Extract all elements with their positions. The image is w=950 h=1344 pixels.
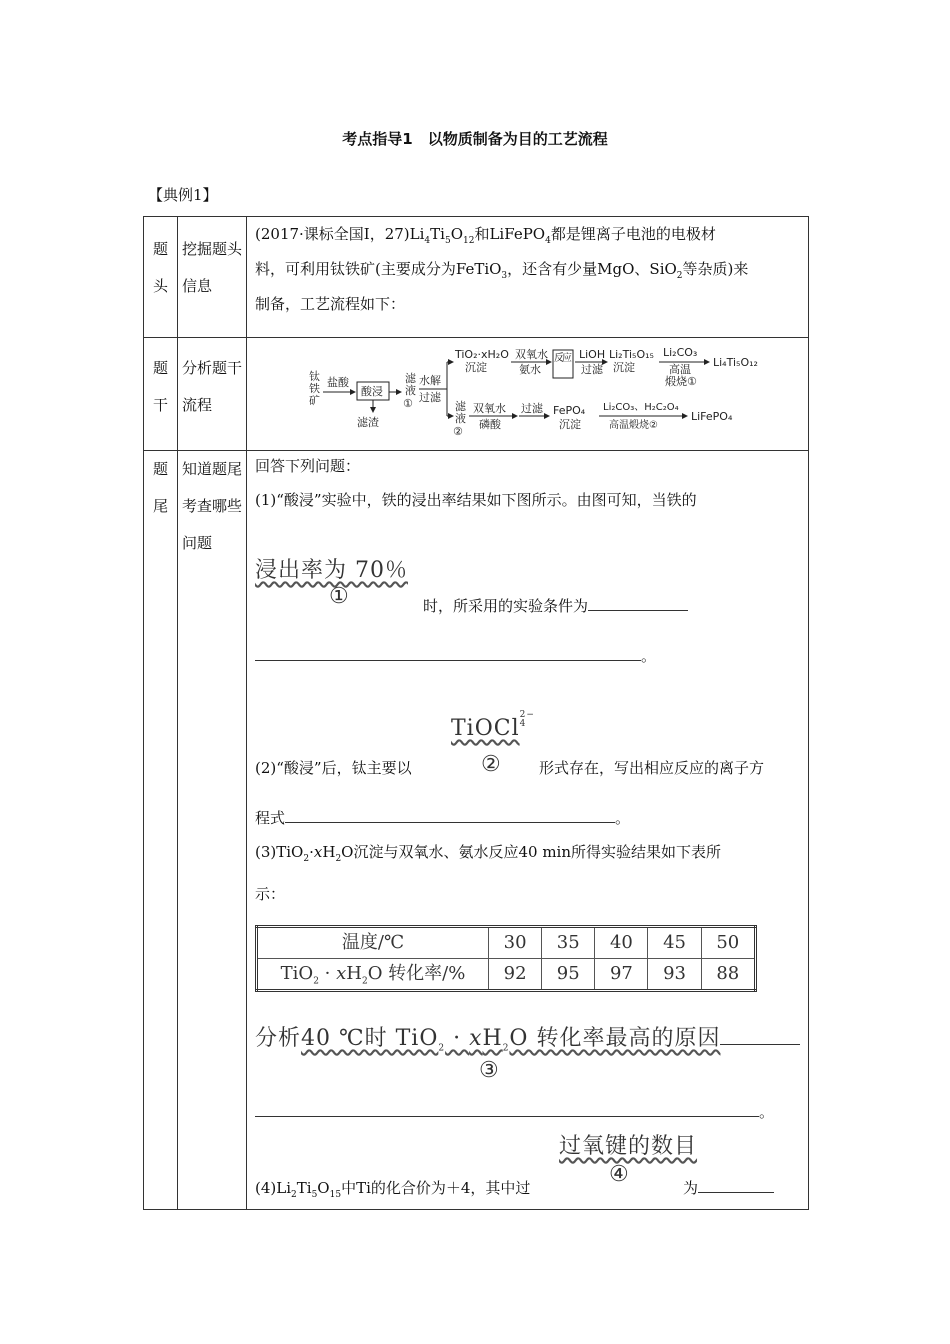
filtrate2-2: 液 [455,412,466,425]
ammonia-label: 氨水 [519,363,541,376]
table-row-header [144,217,809,338]
q3-blank-1[interactable] [720,1044,800,1045]
row-desc-flow-text: 分析题干流程 [182,359,243,414]
h2o2-2-label: 双氧水 [473,402,506,415]
q3-blank-2[interactable] [255,1116,759,1117]
table-row [257,927,756,959]
ore-2: 铁 [309,382,320,395]
q2-text-b: 形式存在，写出相应反应的离子方 [539,759,765,777]
q3-text-a [255,837,721,868]
q1-line-2 [255,641,656,672]
ore-3: 矿 [309,394,320,407]
rate-h-d: O 转化率/% [367,963,466,984]
mark-3: ③ [479,1058,499,1083]
hydrolysis-label: 水解 [419,374,441,387]
sub-text: 2 [335,854,342,864]
q4-blank[interactable] [698,1192,774,1193]
q3-d: O沉淀与双氧水、氨水反应40 min所得实验结果如下表所 [341,843,722,861]
filtrate2-1: 滤 [455,400,466,413]
li2ti5o15: Li₂Ti₅O₁₅ [609,348,654,361]
q3-f: 分析 [255,1026,302,1051]
header-text-8: 等杂质)来 [682,260,749,278]
row-desc-flow [178,338,247,451]
tail-cell [247,451,809,1210]
q4-d: 中Ti的化合价为＋4，其中过 [341,1179,531,1197]
q4-c: O [317,1179,330,1197]
q1-blank-2[interactable] [255,660,641,661]
lifepo4-label: LiFePO₄ [691,410,733,423]
sub-text: 4 [545,236,551,246]
conversion-table [255,925,757,992]
sub-text: 5 [311,1190,318,1200]
page-title: 考点指导1 以物质制备为目的工艺流程 [342,130,608,148]
row-label-flow [144,338,178,451]
q4-highlight: 过氧键的数目 [559,1134,698,1159]
q3-line-2 [255,1097,774,1128]
header-paragraph [255,217,802,322]
flow-cell [247,338,809,451]
example-label: 【典例1】 [148,186,218,204]
phosphoric-label: 磷酸 [479,418,501,431]
rate-cell: 93 [648,959,701,991]
q3-hl-x: x [469,1026,483,1051]
row-label-tail-text: 题尾 [153,460,169,515]
q2-c-text: 程式 [255,809,286,827]
temp-cell: 30 [489,927,542,959]
sub-text: 2 [291,1190,297,1200]
q4-text [255,1173,530,1204]
reagents-label: Li₂CO₃、H₂C₂O₄ [603,402,679,413]
q4-text-e [683,1173,774,1204]
calcine1-label: 煅烧① [665,375,697,388]
q3-c: H [322,843,336,861]
filtrate1-1: 滤 [405,372,416,385]
q3-hl-b: · [445,1026,470,1051]
temp-header: 温度/℃ [257,927,489,959]
q2-blank[interactable] [285,822,615,823]
q4-a: (4)Li [255,1179,292,1197]
filtrate1-2: 液 [405,384,416,397]
q3-analysis [255,1023,800,1054]
temp-cell: 50 [701,927,755,959]
filtrate2-3: ② [453,425,463,438]
header-text-cell [247,217,809,338]
header-text-5: 都是锂离子电池的电极材 [550,225,716,243]
mark-1: ① [329,584,349,609]
filter3-label: 过滤 [521,402,543,415]
residue-label: 滤渣 [357,416,379,429]
header-text-9: 制备，工艺流程如下： [255,295,406,313]
q2-highlight [451,710,535,744]
temp-cell: 45 [648,927,701,959]
header-text-3: O [450,225,464,243]
q2-line-2 [255,803,630,834]
sub-text: 15 [329,1190,342,1200]
row-desc-header [178,217,247,338]
temp-cell: 35 [542,927,595,959]
row-label-tail [144,451,178,1210]
analysis-table [143,216,809,1210]
sub-text: 2 [303,854,310,864]
header-text-1: (2017·课标全国Ⅰ，27)Li [255,225,425,243]
q2-hl-text: TiOCl [451,716,520,741]
sub-text: 4 [424,236,431,246]
period-3: 。 [759,1103,775,1121]
rate-cell: 88 [701,959,755,991]
q3-x: x [313,843,323,861]
ppt3-label: 沉淀 [559,418,581,431]
q2-sup: 2− [519,710,535,720]
filter-label: 过滤 [419,391,441,404]
ppt-label: 沉淀 [465,361,487,374]
li4ti5o12: Li₄Ti₅O₁₂ [713,356,758,369]
q4-b: Ti [296,1179,312,1197]
rate-cell: 97 [595,959,648,991]
rate-h-c: H [346,963,362,984]
filtrate1-3: ① [403,397,413,410]
sub-text: 2 [676,271,683,281]
sub-text: 2 [313,976,319,987]
row-label-header-text: 题头 [153,240,169,295]
sub-text: 12 [463,236,475,246]
row-desc-tail [178,451,247,1210]
li2co3-label: Li₂CO₃ [663,346,698,359]
sub-text: 2 [361,976,368,987]
q1-text-a: (1)“酸浸”实验中，铁的浸出率结果如下图所示。由图可知，当铁的 [255,491,697,509]
q3-highlight [301,1026,721,1054]
header-text-4: 和LiFePO [474,225,546,243]
table-row-flow [144,338,809,451]
row-desc-header-text: 挖掘题头信息 [182,240,243,295]
rate-cell: 95 [542,959,595,991]
high-temp-label: 高温 [669,363,691,376]
period-1: 。 [641,647,657,665]
q4-e: 为 [683,1179,699,1197]
q3-text-e: 示： [255,885,286,903]
sub-text: 2 [438,1043,446,1054]
row-label-flow-text: 题干 [153,359,169,414]
rate-h-a: TiO [280,963,314,984]
header-text-6: 料，可利用钛铁矿(主要成分为FeTiO [255,260,502,278]
q3-hl-a: 40 ℃时 TiO [301,1026,439,1051]
q3-b: · [309,843,314,861]
header-text-7: ，还含有少量MgO、SiO [507,260,677,278]
row-desc-tail-text: 知道题尾考查哪些问题 [182,460,243,552]
q3-a: (3)TiO [255,843,304,861]
h2o2-label: 双氧水 [515,348,548,361]
rate-h-b: · [318,963,337,984]
table-row [257,959,756,991]
mark-4: ④ [609,1162,629,1187]
q3-hl-c: H [482,1026,503,1051]
q1-blank-1[interactable] [588,610,688,611]
header-text-2: Ti [430,225,445,243]
acid-leach-box: 酸浸 [361,385,383,398]
sub-text: 2 [502,1043,510,1054]
ppt2-label: 沉淀 [613,361,635,374]
period-2: 。 [615,809,631,827]
fepo4-label: FePO₄ [553,404,586,417]
filter2-label: 过滤 [581,363,603,376]
q2-sub: 4 [519,719,527,729]
calcine2-label: 高温煅烧② [609,420,658,431]
temp-cell: 40 [595,927,648,959]
rate-cell: 92 [489,959,542,991]
row-label-header [144,217,178,338]
sub-text: 5 [444,236,451,246]
q1-highlight: 浸出率为 70％ [255,558,408,583]
q3-hl-d: O 转化率最高的原因 [509,1026,721,1051]
mark-2: ② [481,752,501,777]
react-box: 反应 [554,353,572,364]
lioh-label: LiOH [579,348,606,361]
process-flow-diagram [295,344,815,444]
ore-1: 钛 [309,370,320,383]
rate-header [257,959,489,991]
tail-content [255,451,802,1206]
table-row-tail [144,451,809,1210]
sub-text: 3 [501,271,508,281]
q1-text-b [423,591,688,622]
q1-b-text: 时，所采用的实验条件为 [423,597,589,615]
tail-intro: 回答下列问题： [255,457,361,475]
acid-label: 盐酸 [327,376,349,389]
tio2-ppt: TiO₂·xH₂O [455,348,509,361]
q2-text-a: (2)“酸浸”后，钛主要以 [255,759,412,777]
rate-h-x: x [336,963,347,984]
